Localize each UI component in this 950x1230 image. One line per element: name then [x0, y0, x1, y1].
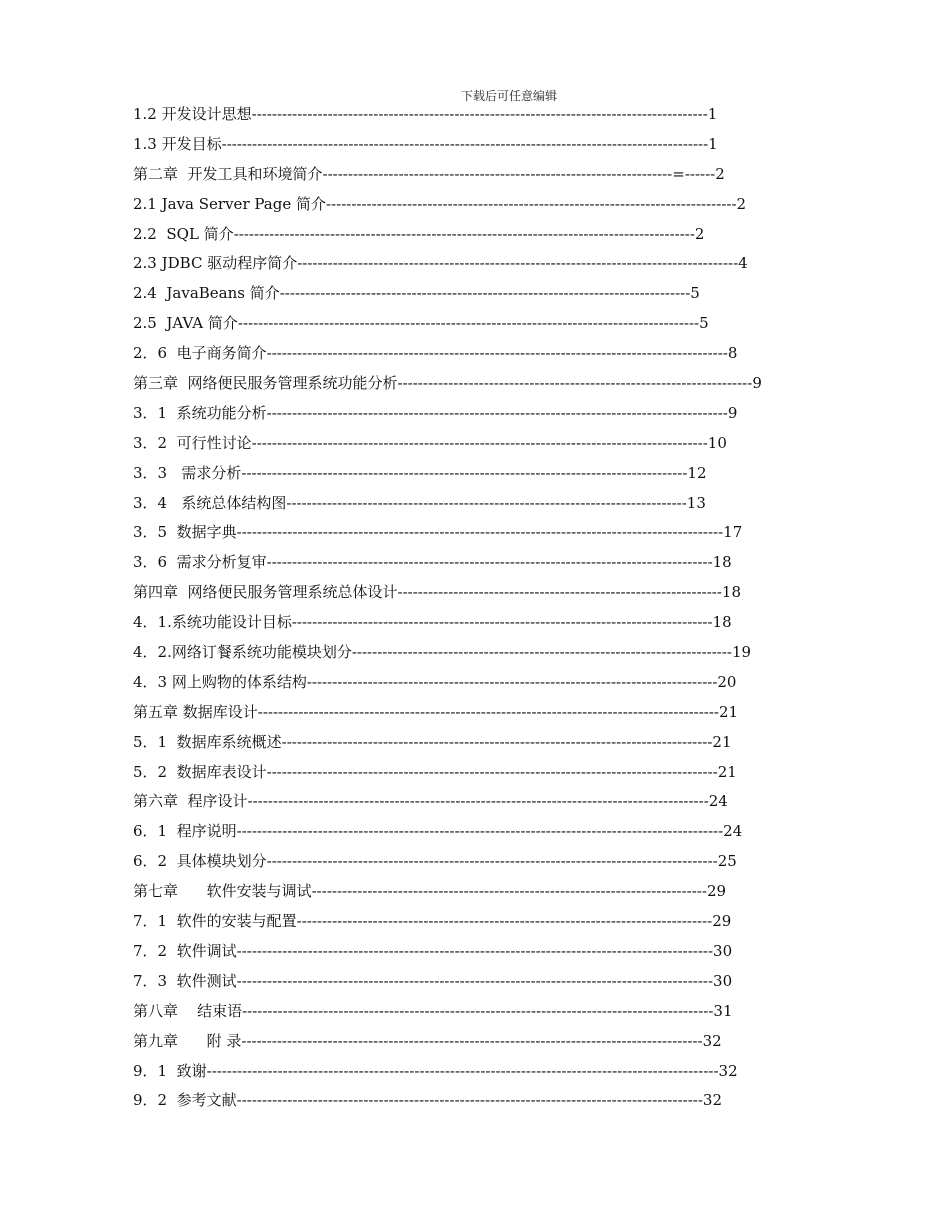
table-of-contents	[133, 100, 813, 1116]
toc-entry: 1.3 开发目标------------------------------------------------------------------------------------------------1	[133, 134, 718, 153]
toc-entry: 第八章 结束语---------------------------------------------------------------------------------------------31	[133, 1001, 733, 1020]
toc-entry: 7．2 软件调试----------------------------------------------------------------------------------------------30	[133, 941, 733, 960]
toc-entry: 5．1 数据库系统概述-------------------------------------------------------------------------------------21	[133, 732, 732, 751]
toc-entry: 2.3 JDBC 驱动程序简介---------------------------------------------------------------------------------------4	[133, 254, 748, 273]
toc-entry: 第四章 网络便民服务管理系统总体设计----------------------------------------------------------------18	[133, 583, 741, 602]
toc-entry: 第五章 数据库设计-------------------------------------------------------------------------------------------21	[133, 702, 739, 721]
toc-entry: 1.2 开发设计思想------------------------------------------------------------------------------------------1	[133, 105, 718, 123]
toc-entry: 9．1 致谢-----------------------------------------------------------------------------------------------------32	[133, 1061, 738, 1080]
toc-entry: 9．2 参考文献--------------------------------------------------------------------------------------------32	[133, 1091, 722, 1110]
toc-entry: 第七章 软件安装与调试------------------------------------------------------------------------------29	[133, 882, 727, 901]
toc-entry: 4．2.网络订餐系统功能模块划分---------------------------------------------------------------------------19	[133, 643, 752, 662]
toc-entry: 第六章 程序设计-------------------------------------------------------------------------------------------24	[133, 792, 728, 811]
toc-entry: 3．4 系统总体结构图-------------------------------------------------------------------------------13	[133, 493, 706, 512]
toc-entry: 2．6 电子商务简介-------------------------------------------------------------------------------------------8	[133, 344, 738, 363]
toc-entry: 4．3 网上购物的体系结构---------------------------------------------------------------------------------20	[133, 672, 737, 691]
toc-entry: 4．1.系统功能设计目标-----------------------------------------------------------------------------------18	[133, 613, 732, 632]
toc-entry: 2.1 Java Server Page 简介---------------------------------------------------------------------------------2	[133, 194, 747, 213]
toc-entry: 2.5 JAVA 简介-------------------------------------------------------------------------------------------5	[133, 314, 709, 333]
toc-entry: 6．1 程序说明------------------------------------------------------------------------------------------------24	[133, 822, 743, 841]
toc-entry: 2.4 JavaBeans 简介---------------------------------------------------------------------------------5	[133, 284, 700, 303]
toc-entry: 3．1 系统功能分析-------------------------------------------------------------------------------------------9	[133, 403, 738, 422]
toc-entry: 3．3 需求分析----------------------------------------------------------------------------------------12	[133, 463, 707, 482]
toc-entry: 3．2 可行性讨论------------------------------------------------------------------------------------------10	[133, 433, 727, 452]
toc-entry: 第三章 网络便民服务管理系统功能分析----------------------------------------------------------------------9	[133, 374, 762, 393]
toc-entry: 第九章 附 录-------------------------------------------------------------------------------------------32	[133, 1031, 722, 1050]
toc-entry: 5．2 数据库表设计-----------------------------------------------------------------------------------------21	[133, 762, 737, 781]
toc-entry: 第二章 开发工具和环境简介---------------------------------------------------------------------=------2	[133, 164, 725, 183]
toc-entry: 7．3 软件测试----------------------------------------------------------------------------------------------30	[133, 971, 733, 990]
toc-entry: 3．6 需求分析复审----------------------------------------------------------------------------------------18	[133, 553, 732, 572]
toc-entry: 7．1 软件的安装与配置----------------------------------------------------------------------------------29	[133, 912, 732, 931]
toc-entry: 2.2 SQL 简介-------------------------------------------------------------------------------------------2	[133, 224, 705, 243]
toc-entry: 3．5 数据字典------------------------------------------------------------------------------------------------17	[133, 523, 743, 542]
page-header: 下载后可任意编辑	[460, 89, 557, 103]
toc-entry: 6．2 具体模块划分-----------------------------------------------------------------------------------------25	[133, 852, 737, 871]
